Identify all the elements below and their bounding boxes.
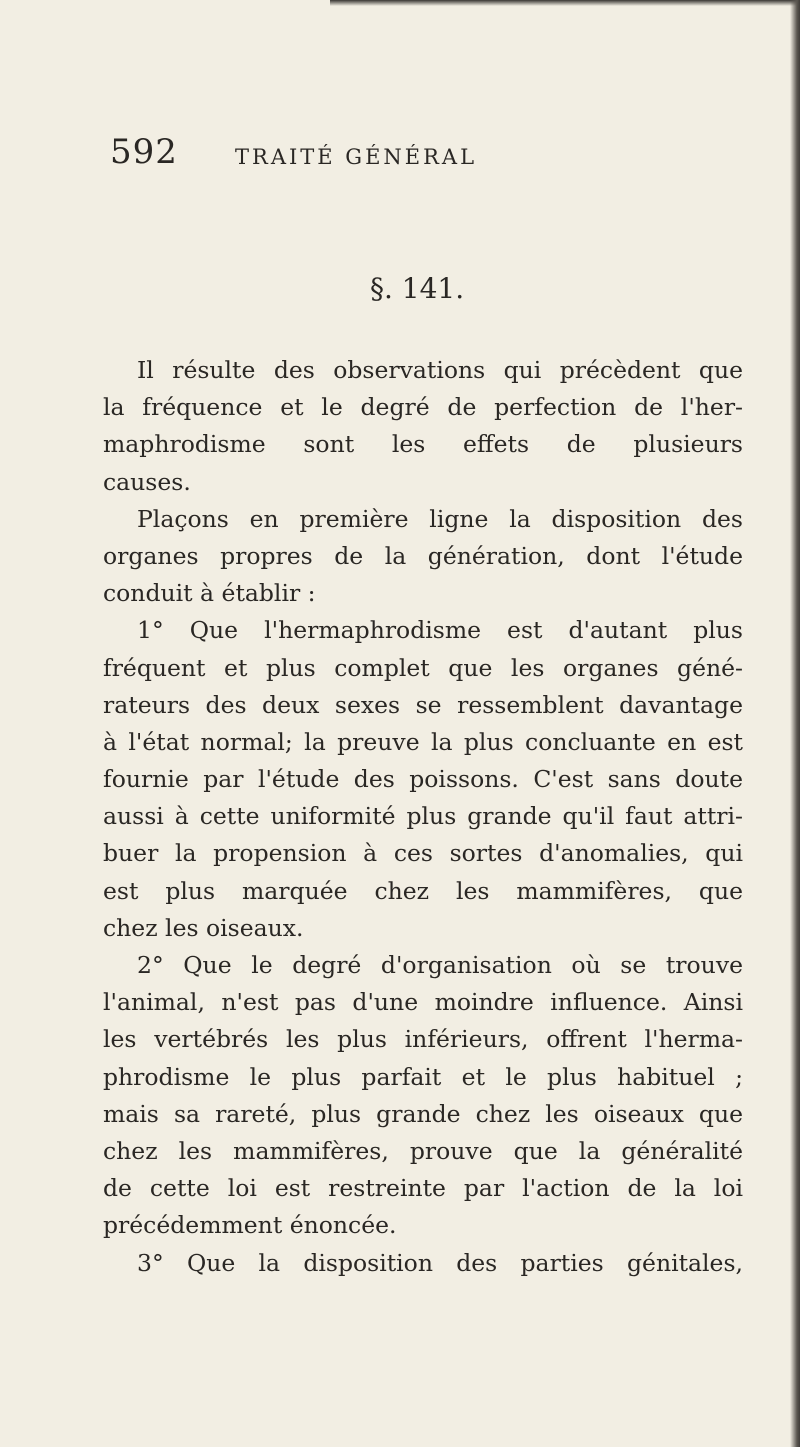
text-line: l'animal, n'est pas d'une moindre influence. Ainsi — [103, 988, 743, 1017]
top-edge-shadow — [330, 0, 800, 6]
text-line: Il résulte des observations qui précèdent que — [137, 356, 743, 384]
text-line: fournie par l'étude des poissons. C'est sans doute — [103, 765, 743, 794]
text-line: la fréquence et le degré de perfection de l'her- — [103, 393, 743, 422]
text-line: à l'état normal; la preuve la plus concluante en est — [103, 727, 743, 756]
body-text — [103, 352, 743, 1282]
text-line: maphrodisme sont les effets de plusieurs — [103, 430, 743, 459]
text-line: phrodisme le plus parfait et le plus habituel ; — [103, 1062, 743, 1091]
text-line: chez les mammifères, prouve que la généralité — [103, 1136, 743, 1165]
text-line: buer la propension à ces sortes d'anomalies, qui — [103, 839, 743, 868]
page-edge — [790, 0, 800, 1447]
text-line: 2° Que le degré d'organisation où se trouve — [137, 951, 743, 979]
text-line: mais sa rareté, plus grande chez les oiseaux que — [103, 1099, 743, 1128]
text-line: causes. — [103, 467, 191, 496]
text-line: Plaçons en première ligne la disposition des — [137, 504, 743, 533]
text-line: les vertébrés les plus inférieurs, offrent l'herma- — [103, 1025, 743, 1054]
text-line: chez les oiseaux. — [103, 913, 304, 942]
running-head: TRAITÉ GÉNÉRAL — [235, 145, 478, 169]
text-line: est plus marquée chez les mammifères, que — [103, 876, 743, 905]
text-line: 3° Que la disposition des parties génitales, — [137, 1248, 743, 1277]
text-line: fréquent et plus complet que les organes géné- — [103, 653, 743, 682]
text-line: aussi à cette uniformité plus grande qu'il faut attri- — [103, 802, 743, 831]
text-line: de cette loi est restreinte par l'action de la loi — [103, 1174, 743, 1203]
text-line: précédemment énoncée. — [103, 1211, 397, 1240]
text-line: rateurs des deux sexes se ressemblent davantage — [103, 690, 743, 719]
section-heading: §. 141. — [370, 272, 465, 305]
text-line: conduit à établir : — [103, 579, 316, 608]
page-number: 592 — [110, 132, 178, 172]
text-line: organes propres de la génération, dont l'étude — [103, 541, 743, 570]
text-line: 1° Que l'hermaphrodisme est d'autant plus — [137, 616, 743, 645]
